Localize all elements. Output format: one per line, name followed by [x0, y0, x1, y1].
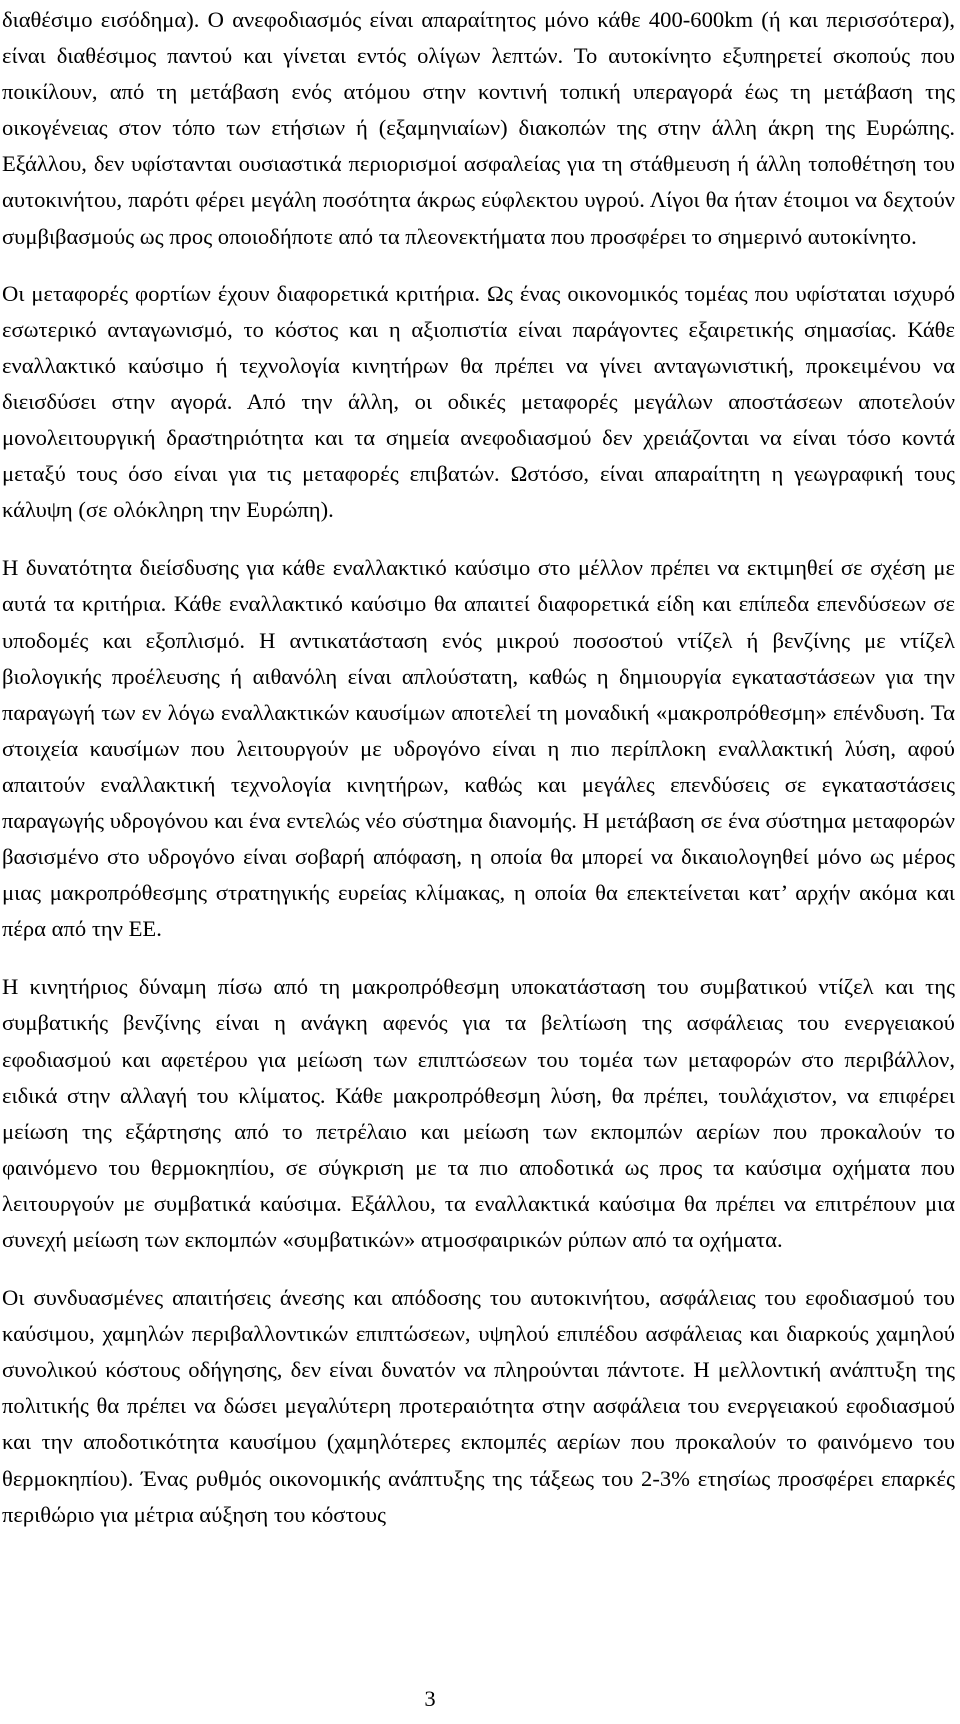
paragraph-freight-transport-criteria: Οι μεταφορές φορτίων έχουν διαφορετικά κριτήρια. Ως ένας οικονομικός τομέας που υφίσταται ισχυρό εσωτερικό ανταγωνισμό, το κόστος και η αξιοπιστία είναι παράγοντες εξαιρετικής σημασίας. Κάθε εναλλακτικό καύσιμο ή τεχνολογία κινητήρων θα πρέπει να γίνει ανταγωνιστική, προκειμένου να διεισδύσει στην αγορά. Από την άλλη, οι οδικές μεταφορές μεγάλων αποστάσεων αποτελούν μονολειτουργική δραστηριότητα και τα σημεία ανεφοδιασμού δεν χρειάζονται να είναι τόσο κοντά μεταξύ τους όσο είναι για τις μεταφορές επιβατών. Ωστόσο, είναι απαραίτητη η γεωγραφική τους κάλυψη (σε ολόκληρη την Ευρώπη). [2, 280, 955, 523]
document-body [2, 2, 955, 1555]
paragraph-alternative-fuel-penetration: Η δυνατότητα διείσδυσης για κάθε εναλλακτικό καύσιμο στο μέλλον πρέπει να εκτιμηθεί σε σχέση με αυτά τα κριτήρια. Κάθε εναλλακτικό καύσιμο θα απαιτεί διαφορετικά είδη και επίπεδα επενδύσεων σε υποδομές και εξοπλισμό. Η αντικατάσταση ενός μικρού ποσοστού ντίζελ ή βενζίνης με ντίζελ βιολογικής προέλευσης ή αιθανόλη είναι απλούστατη, καθώς η δημιουργία εγκαταστάσεων για την παραγωγή των εν λόγω εναλλακτικών καυσίμων αποτελεί τη μοναδική «μακροπρόθεσμη» επένδυση. Τα στοιχεία καυσίμων που λειτουργούν με υδρογόνο είναι η πιο περίπλοκη εναλλακτική λύση, αφού απαιτούν εναλλακτική τεχνολογία κινητήρων, καθώς και μεγάλες επενδύσεις σε εγκαταστάσεις παραγωγής υδρογόνου και ένα εντελώς νέο σύστημα διανομής. Η μετάβαση σε ένα σύστημα μεταφορών βασισμένο στο υδρογόνο είναι σοβαρή απόφαση, η οποία θα μπορεί να δικαιολογηθεί μόνο ως μέρος μιας μακροπρόθεσμης στρατηγικής ευρείας κλίμακας, η οποία θα επεκτείνεται κατ’ αρχήν ακόμα και πέρα από την ΕΕ. [2, 555, 955, 942]
paragraph-combined-requirements: Οι συνδυασμένες απαιτήσεις άνεσης και απόδοσης του αυτοκινήτου, ασφάλειας του εφοδιασμού του καύσιμου, χαμηλών περιβαλλοντικών επιπτώσεων, υψηλού επιπέδου ασφάλειας και διαρκούς χαμηλού συνολικού κόστους οδήγησης, δεν είναι δυνατόν να πληρούνται πάντοτε. Η μελλοντική ανάπτυξη της πολιτικής θα πρέπει να δώσει μεγαλύτερη προτεραιότητα στην ασφάλεια του ενεργειακού εφοδιασμού και την αποδοτικότητα καυσίμου (χαμηλότερες εκπομπές αερίων που προκαλούν το φαινόμενο του θερμοκηπίου). Ένας ρυθμός οικονομικής ανάπτυξης της τάξεως του 2-3% ετησίως προσφέρει επαρκές περιθώριο για μέτρια αύξηση του κόστους [2, 1285, 955, 1527]
page-number: 3 [424, 1686, 436, 1711]
paragraph-passenger-car-advantages: διαθέσιμο εισόδημα). Ο ανεφοδιασμός είναι απαραίτητος μόνο κάθε 400-600km (ή και περισσότερα), είναι διαθέσιμος παντού και γίνεται εντός ολίγων λεπτών. Το αυτοκίνητο εξυπηρετεί σκοπούς που ποικίλουν, από τη μετάβαση ενός ατόμου στην κοντινή τοπική υπεραγορά έως τη μετάβαση της οικογένειας στον τόπο των ετήσιων ή (εξαμηνιαίων) διακοπών της στην άλλη άκρη της Ευρώπης. Εξάλλου, δεν υφίστανται ουσιαστικά περιορισμοί ασφαλείας για τη στάθμευση ή άλλη τοποθέτηση του αυτοκινήτου, παρότι φέρει μεγάλη ποσότητα άκρως εύφλεκτου υγρού. Λίγοι θα ήταν έτοιμοι να δεχτούν συμβιβασμούς ως προς οποιοδήποτε από τα πλεονεκτήματα που προσφέρει το σημερινό αυτοκίνητο. [2, 7, 955, 249]
paragraph-driving-force-substitution: Η κινητήριος δύναμη πίσω από τη μακροπρόθεσμη υποκατάσταση του συμβατικού ντίζελ και της συμβατικής βενζίνης είναι η ανάγκη αφενός για τα βελτίωση της ασφάλειας του ενεργειακού εφοδιασμού και αφετέρου για μείωση των επιπτώσεων του τομέα των μεταφορών στο περιβάλλον, ειδικά στην αλλαγή του κλίματος. Κάθε μακροπρόθεσμη λύση, θα πρέπει, τουλάχιστον, να επιφέρει μείωση της εξάρτησης από το πετρέλαιο και μείωση των εκπομπών αερίων που προκαλούν το φαινόμενο του θερμοκηπίου, σε σύγκριση με τα πιο αποδοτικά ως προς τα καύσιμα οχήματα που λειτουργούν με συμβατικά καύσιμα. Εξάλλου, τα εναλλακτικά καύσιμα θα πρέπει να επιτρέπουν μια συνεχή μείωση των εκπομπών «συμβατικών» ατμοσφαιρικών ρύπων από τα οχήματα. [2, 974, 955, 1252]
